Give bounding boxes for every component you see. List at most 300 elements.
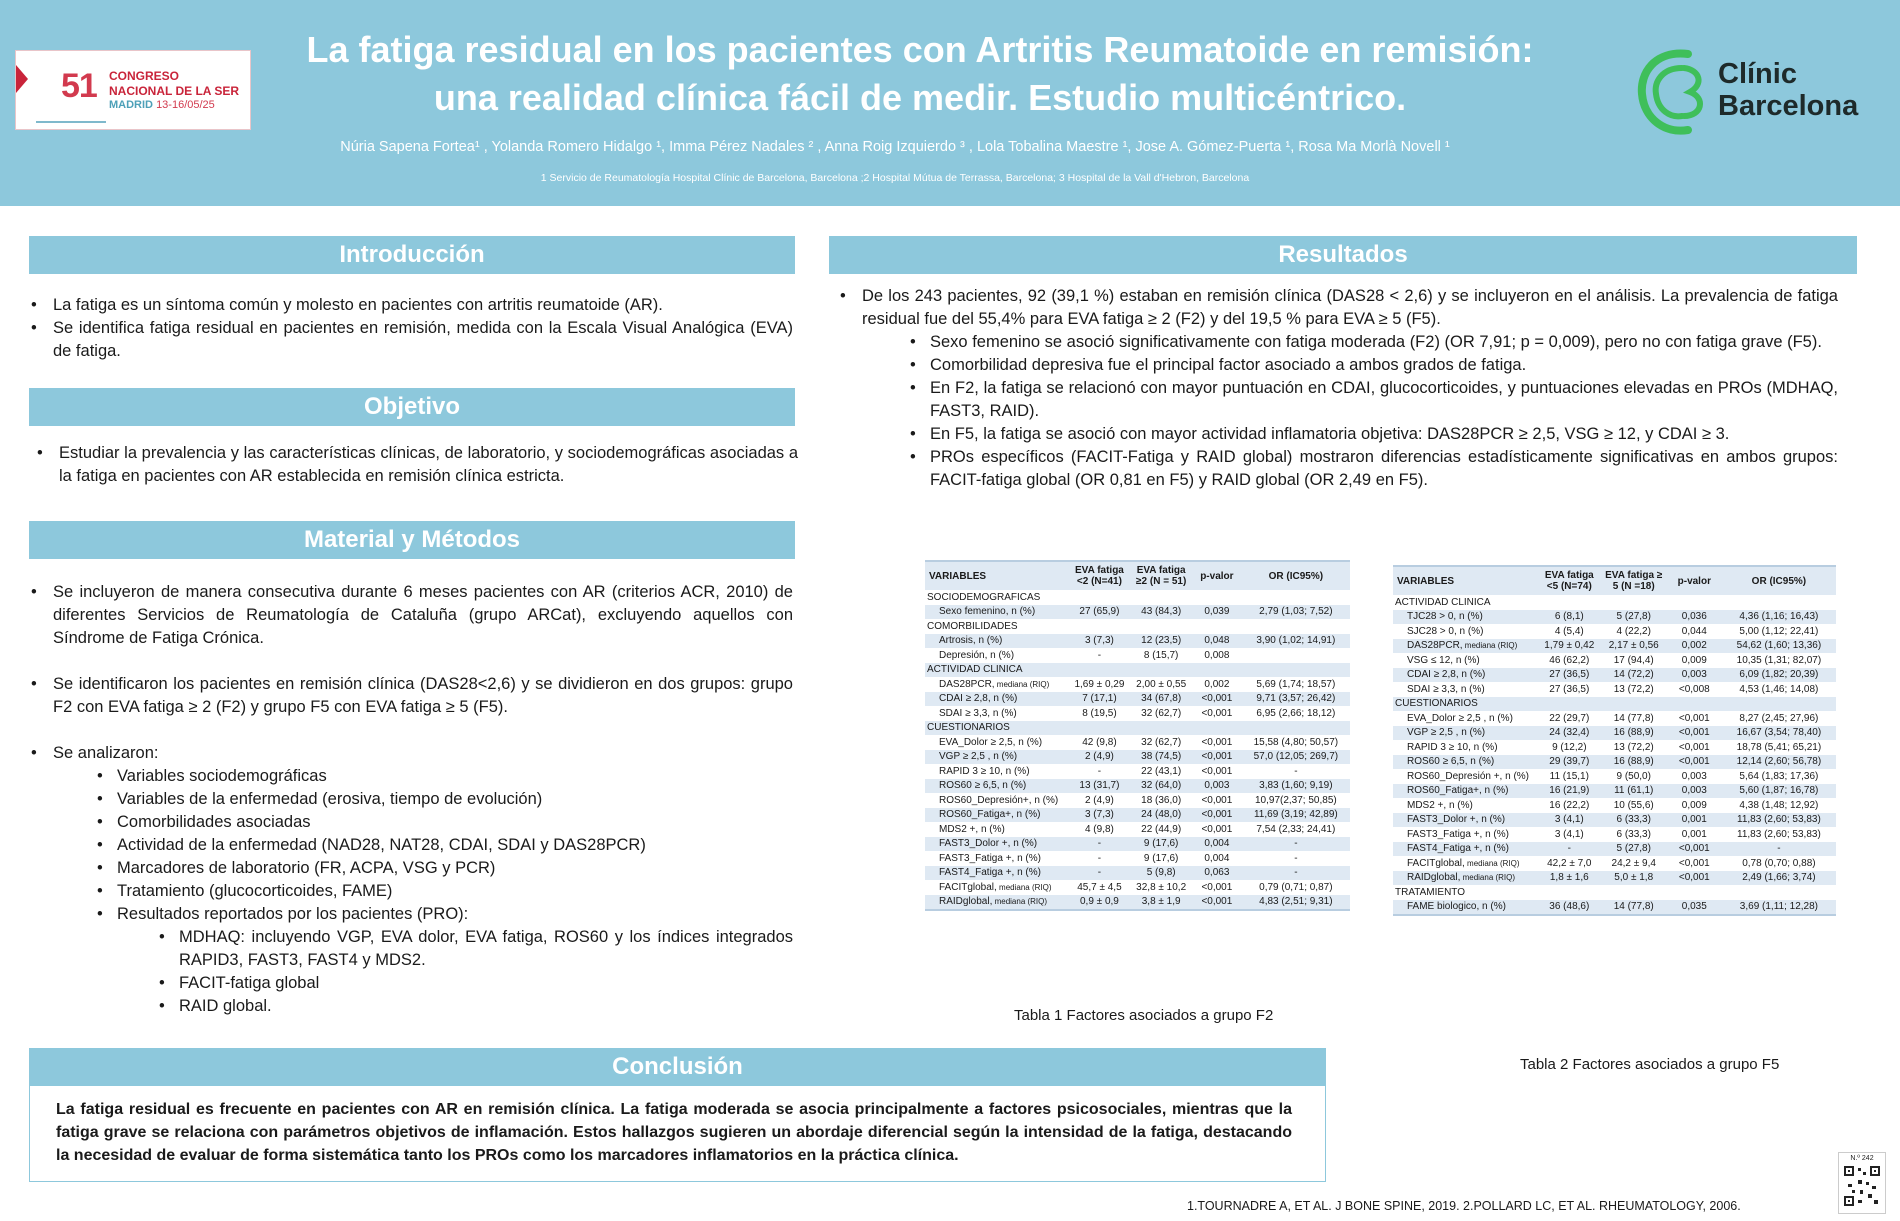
congress-line2: NACIONAL DE LA SER (109, 84, 240, 98)
t1-cell-a: - (1097, 852, 1102, 864)
t2-cell-b: 4 (22,2) (1616, 625, 1651, 637)
t1-cell-p: <0,001 (1192, 692, 1242, 707)
t1-cell-b: 12 (23,5) (1130, 634, 1192, 649)
t2-cell-b: 16 (88,9) (1601, 755, 1667, 770)
t1-cell-or: 2,79 (1,03; 7,52) (1242, 605, 1350, 620)
t2-cell-or: 5,00 (1,12; 22,41) (1739, 625, 1819, 637)
t1-col-b: EVA fatiga ≥2 (N = 51) (1130, 561, 1192, 590)
t1-row (925, 808, 1350, 823)
t2-cell-a: 36 (48,6) (1538, 900, 1601, 916)
t2-cell-p: 0,044 (1681, 625, 1707, 637)
clinic-logo-mark-icon (1636, 44, 1714, 140)
t1-cell-or: 5,69 (1,74; 18,57) (1256, 678, 1336, 690)
t2-cell-label: FACITglobal, mediana (RIQ) (1407, 857, 1520, 869)
t2-row (1393, 740, 1836, 755)
t2-cell-b: 5 (27,8) (1601, 842, 1667, 857)
t1-cell-p: 0,039 (1192, 605, 1242, 620)
t1-cell-p: 0,048 (1192, 634, 1242, 649)
t1-cell-a: - (1069, 866, 1131, 881)
t1-row (925, 721, 1350, 736)
t2-cell-a: 16 (22,2) (1549, 799, 1590, 811)
t2-category: CUESTIONARIOS (1393, 697, 1836, 712)
t1-cell-b: 22 (44,9) (1141, 823, 1182, 835)
t2-cell-label: FAST4_Fatiga +, n (%) (1393, 842, 1538, 857)
t1-row (925, 648, 1350, 663)
t2-cell-p: <0,001 (1678, 741, 1710, 753)
t1-cell-a: 8 (19,5) (1082, 707, 1117, 719)
t2-cell-label: FAST3_Dolor +, n (%) (1393, 813, 1538, 828)
t1-cell-a: 42 (9,8) (1082, 736, 1117, 748)
t1-cell-a: - (1097, 765, 1102, 777)
t1-cell-or: 57,0 (12,05; 269,7) (1242, 750, 1350, 765)
t2-cell-or: 2,49 (1,66; 3,74) (1722, 871, 1836, 886)
t2-cell-p: 0,002 (1667, 639, 1722, 654)
t1-cell-a: 4 (9,8) (1084, 823, 1114, 835)
t2-cell-or: 4,36 (1,16; 16,43) (1722, 610, 1836, 625)
results-sub-5: • PROs específicos (FACIT-Fatiga y RAID global) mostraron diferencias estadísticamente significativas en ambos grupos: FACIT-fatiga global (OR 0,81 en F5) y RAID global (OR 2,49 en F5). (906, 446, 1838, 492)
t1-col-p: p-valor (1192, 561, 1242, 590)
t2-cell-p: 0,009 (1681, 654, 1707, 666)
t2-cell-a: 16 (21,9) (1538, 784, 1601, 799)
t1-cell-a: 1,69 ± 0,29 (1074, 678, 1125, 690)
t2-cell-or: 12,14 (2,60; 56,78) (1722, 755, 1836, 770)
congress-logo-triangle (16, 65, 28, 93)
t1-cell-or: 6,95 (2,66; 18,12) (1256, 707, 1336, 719)
t2-cell-or: 54,62 (1,60; 13,36) (1722, 639, 1836, 654)
t2-cell-or: 8,27 (2,45; 27,96) (1739, 712, 1819, 724)
t1-cell-p: <0,001 (1201, 881, 1233, 893)
t2-cell-b: 13 (72,2) (1613, 683, 1654, 695)
t1-row (925, 750, 1350, 765)
t1-cell-b: 43 (84,3) (1130, 605, 1192, 620)
t1-cell-b: 32 (62,7) (1141, 707, 1182, 719)
title-line-2: una realidad clínica fácil de medir. Estudio multicéntrico. (433, 77, 1407, 118)
methods-sub-7: • Resultados reportados por los pacientes (PRO): • MDHAQ: incluyendo VGP, EVA dolor, EVA fatiga, ROS60 y los índices integrados RAPID3, FAST3, FAST4 y MDS2. • FACIT-fatiga global • RAID global. (93, 903, 793, 1018)
t2-cell-a: 1,79 ± 0,42 (1538, 639, 1601, 654)
t1-row (925, 880, 1350, 895)
t1-cell-or: 11,69 (3,19; 42,89) (1242, 808, 1350, 823)
t2-row (1393, 755, 1836, 770)
t1-cell-a: - (1069, 837, 1131, 852)
t1-cell-or: 0,79 (0,71; 0,87) (1259, 881, 1333, 893)
t2-row (1393, 653, 1836, 668)
t1-category: CUESTIONARIOS (925, 721, 1350, 736)
table-f5 (1393, 565, 1836, 916)
t1-cell-p: <0,001 (1201, 794, 1233, 806)
methods-sub-1: • Variables sociodemográficas (93, 765, 793, 788)
intro-body (29, 294, 793, 363)
t1-cell-a: 3 (7,3) (1069, 808, 1131, 823)
clinic-barcelona-logo (1636, 40, 1876, 140)
t2-col-p: p-valor (1667, 566, 1722, 595)
t1-row (925, 851, 1350, 866)
t1-cell-p: <0,001 (1192, 808, 1242, 823)
t2-cell-p: <0,001 (1667, 726, 1722, 741)
t1-row (925, 793, 1350, 808)
t2-cell-a: 1,8 ± 1,6 (1538, 871, 1601, 886)
results-sub-3: • En F2, la fatiga se relacionó con mayor puntuación en CDAI, glucocorticoides, y puntuaciones elevadas en PROs (MDHAQ, FAST3, RAID). (906, 377, 1838, 423)
t2-cell-label: FAME biologico, n (%) (1393, 900, 1538, 916)
t2-row (1393, 798, 1836, 813)
t2-cell-label: ROS60 ≥ 6,5, n (%) (1393, 755, 1538, 770)
t2-cell-p: 0,036 (1667, 610, 1722, 625)
t1-row (925, 590, 1350, 605)
congress-line1: CONGRESO (109, 69, 180, 83)
t1-cell-or: - (1294, 852, 1298, 864)
t1-cell-label: DAS28PCR, mediana (RIQ) (939, 678, 1050, 690)
t1-cell-p: 0,008 (1204, 649, 1230, 661)
t2-col-or: OR (IC95%) (1722, 566, 1836, 595)
methods-sub-3: • Comorbilidades asociadas (93, 811, 793, 834)
t1-cell-a: - (1097, 649, 1102, 661)
t2-cell-b: 10 (55,6) (1613, 799, 1654, 811)
t1-cell-label: ROS60_Fatiga+, n (%) (925, 808, 1069, 823)
t2-cell-b: 11 (61,1) (1601, 784, 1667, 799)
t1-cell-b: 2,00 ± 0,55 (1136, 678, 1187, 690)
skyline-graphic (36, 113, 106, 123)
t2-cell-a: 9 (12,2) (1552, 741, 1587, 753)
t1-cell-p: <0,001 (1192, 750, 1242, 765)
intro-bullet-2: • Se identifica fatiga residual en pacientes en remisión, medida con la Escala Visual Analógica (EVA) de fatiga. (29, 317, 793, 363)
t2-row (1393, 813, 1836, 828)
t1-cell-b: 22 (43,1) (1141, 765, 1182, 777)
conclusion-heading: Conclusión (29, 1048, 1326, 1086)
t1-cell-b: 38 (74,5) (1130, 750, 1192, 765)
t1-cell-a: 0,9 ± 0,9 (1069, 895, 1131, 911)
references: 1.TOURNADRE A, ET AL. J BONE SPINE, 2019. 2.POLLARD LC, ET AL. RHEUMATOLOGY, 2006. (1187, 1199, 1741, 1213)
t2-row (1393, 711, 1836, 726)
t1-cell-p: <0,001 (1201, 736, 1233, 748)
t1-cell-or (1242, 648, 1350, 663)
t1-cell-b: 32 (62,7) (1141, 736, 1182, 748)
methods-body (29, 581, 793, 1018)
t2-cell-or: 4,53 (1,46; 14,08) (1739, 683, 1819, 695)
t1-cell-label: ROS60_Depresión+, n (%) (939, 794, 1059, 806)
t2-row (1393, 900, 1836, 916)
t2-cell-or: 11,83 (2,60; 53,83) (1737, 828, 1821, 840)
intro-bullet-1: • La fatiga es un síntoma común y molesto en pacientes con artritis reumatoide (AR). (29, 294, 793, 317)
t2-cell-or: 0,78 (0,70; 0,88) (1742, 857, 1816, 869)
t1-cell-a: 45,7 ± 4,5 (1077, 881, 1122, 893)
t2-cell-a: 29 (39,7) (1538, 755, 1601, 770)
t1-cell-label: Artrosis, n (%) (925, 634, 1069, 649)
t1-row (925, 619, 1350, 634)
t1-cell-p: 0,003 (1192, 779, 1242, 794)
t1-cell-b: 32 (64,0) (1130, 779, 1192, 794)
t1-cell-or: 3,83 (1,60; 9,19) (1242, 779, 1350, 794)
methods-sub-6: • Tratamiento (glucocorticoides, FAME) (93, 880, 793, 903)
t1-cell-p: 0,004 (1192, 837, 1242, 852)
t1-cell-p: 0,002 (1204, 678, 1230, 690)
t2-cell-p: <0,001 (1667, 842, 1722, 857)
objective-bullet-1: • Estudiar la prevalencia y las características clínicas, de laboratorio, y sociodemográficas asociadas a la fatiga en pacientes con AR establecida en remisión clínica estricta. (35, 442, 798, 488)
t1-category: COMORBILIDADES (927, 620, 1018, 632)
objective-body (35, 442, 798, 488)
t2-cell-p: 0,001 (1667, 813, 1722, 828)
t1-cell-or: 15,58 (4,80; 50,57) (1253, 736, 1339, 748)
t1-row (925, 837, 1350, 852)
methods-sub-2: • Variables de la enfermedad (erosiva, tiempo de evolución) (93, 788, 793, 811)
t2-row (1393, 885, 1836, 900)
t1-cell-a: 13 (31,7) (1069, 779, 1131, 794)
t1-cell-or: 7,54 (2,33; 24,41) (1256, 823, 1336, 835)
title-line-1: La fatiga residual en los pacientes con Artritis Reumatoide en remisión: (306, 29, 1534, 70)
t2-cell-b: 2,17 ± 0,56 (1601, 639, 1667, 654)
t1-cell-or: - (1294, 765, 1298, 777)
t1-cell-a: 2 (4,9) (1069, 750, 1131, 765)
t2-cell-b: 9 (50,0) (1616, 770, 1651, 782)
t2-cell-b: 24,2 ± 9,4 (1611, 857, 1656, 869)
t1-cell-b: 5 (9,8) (1130, 866, 1192, 881)
t2-col-variables: VARIABLES (1393, 566, 1538, 595)
results-body (838, 285, 1838, 492)
intro-heading: Introducción (29, 236, 795, 274)
t2-cell-label: RAPID 3 ≥ 10, n (%) (1407, 741, 1498, 753)
t1-cell-or: 9,71 (3,57; 26,42) (1242, 692, 1350, 707)
methods-sub-5: • Marcadores de laboratorio (FR, ACPA, VSG y PCR) (93, 857, 793, 880)
t1-cell-b: 3,8 ± 1,9 (1130, 895, 1192, 911)
t2-cell-p: 0,035 (1667, 900, 1722, 916)
t2-row (1393, 595, 1836, 610)
t2-cell-label: VGP ≥ 2,5 , n (%) (1393, 726, 1538, 741)
t2-cell-or: 6,09 (1,82; 20,39) (1722, 668, 1836, 683)
t2-cell-b: 14 (77,8) (1601, 900, 1667, 916)
t2-cell-or: 16,67 (3,54; 78,40) (1722, 726, 1836, 741)
t2-cell-a: 4 (5,4) (1554, 625, 1584, 637)
t2-cell-b: 14 (72,2) (1601, 668, 1667, 683)
t2-cell-label: FAST3_Fatiga +, n (%) (1407, 828, 1509, 840)
t2-row (1393, 639, 1836, 654)
t1-row (925, 895, 1350, 911)
t1-cell-label: CDAI ≥ 2,8, n (%) (925, 692, 1069, 707)
t1-cell-label: VGP ≥ 2,5 , n (%) (925, 750, 1069, 765)
t1-cell-label: ROS60 ≥ 6,5, n (%) (925, 779, 1069, 794)
t2-row (1393, 624, 1836, 639)
t2-cell-a: 46 (62,2) (1549, 654, 1590, 666)
t1-cell-b: 9 (17,6) (1130, 837, 1192, 852)
results-sub-1: • Sexo femenino se asoció significativamente con fatiga moderada (F2) (OR 7,91; p = 0,009), pero no con fatiga grave (F5). (906, 331, 1838, 354)
t1-row (925, 779, 1350, 794)
t1-cell-or: 10,97(2,37; 50,85) (1254, 794, 1337, 806)
t2-cell-b: 14 (77,8) (1613, 712, 1654, 724)
congress-city-dates: MADRID 13-16/05/25 (109, 99, 215, 111)
t1-cell-b: 18 (36,0) (1141, 794, 1182, 806)
poster-title (270, 26, 1570, 122)
t1-cell-b: 9 (17,6) (1143, 852, 1179, 864)
poster-header (0, 0, 1900, 206)
t2-cell-label: SJC28 > 0, n (%) (1407, 625, 1484, 637)
t2-cell-b: 17 (94,4) (1613, 654, 1654, 666)
methods-bullet-1: • Se incluyeron de manera consecutiva durante 6 meses pacientes con AR (criterios ACR, 2010) de diferentes Servicios de Reumatología de Cataluña (grupo ARCat), excluyendo aquellos con Síndrome de Fatiga Crónica. (29, 581, 793, 650)
t1-cell-label: RAPID 3 ≥ 10, n (%) (939, 765, 1030, 777)
t2-cell-b: 5 (27,8) (1601, 610, 1667, 625)
t1-cell-a: 27 (65,9) (1069, 605, 1131, 620)
affiliations: 1 Servicio de Reumatología Hospital Clínic de Barcelona, Barcelona ;2 Hospital Mútua de Terrassa, Barcelona; 3 Hospital de la Vall d'Hebron, Barcelona (540, 172, 1250, 184)
t2-cell-p: 0,003 (1667, 784, 1722, 799)
methods-bullet-3: • Se analizaron: • Variables sociodemográficas • Variables de la enfermedad (erosiva, tiempo de evolución) • Comorbilidades asociadas • Actividad de la enfermedad (NAD28, NAT28, CDAI, SDAI y DAS28PCR) • Marcadores de laboratorio (FR, ACPA, VSG y PCR) • Tratamiento (glucocorticoides, FAME) • Resultados reportados por los pacientes (PRO): • MDHAQ: incluyendo VGP, EVA dolor, EVA fatiga, ROS60 y los índices integrados RAPID3, FAST3, FAST4 y MDS2. • FACIT-fatiga global • RAID global. (29, 742, 793, 1018)
t2-cell-b: 5,0 ± 1,8 (1601, 871, 1667, 886)
t2-cell-label: TJC28 > 0, n (%) (1393, 610, 1538, 625)
t1-cell-label: FACITglobal, mediana (RIQ) (939, 881, 1052, 893)
clinic-logo-text: Clínic Barcelona (1718, 58, 1859, 122)
t1-col-variables: VARIABLES (925, 561, 1069, 590)
t1-cell-p: 0,004 (1204, 852, 1230, 864)
qr-code-icon (1844, 1166, 1880, 1206)
methods-subsub-3: • RAID global. (155, 995, 793, 1018)
t2-cell-or: 10,35 (1,31; 82,07) (1736, 654, 1822, 666)
t2-cell-a: 22 (29,7) (1549, 712, 1590, 724)
t1-cell-p: <0,001 (1201, 765, 1233, 777)
t2-row (1393, 610, 1836, 625)
t1-cell-p: <0,001 (1201, 707, 1233, 719)
t2-cell-label: SDAI ≥ 3,3, n (%) (1407, 683, 1485, 695)
t1-cell-label: SDAI ≥ 3,3, n (%) (939, 707, 1017, 719)
t1-cell-label: Depresión, n (%) (939, 649, 1015, 661)
t2-col-b: EVA fatiga ≥ 5 (N =18) (1601, 566, 1667, 595)
t2-cell-a: 3 (4,1) (1554, 828, 1584, 840)
t2-col-a: EVA fatiga <5 (N=74) (1538, 566, 1601, 595)
t2-cell-or: - (1722, 842, 1836, 857)
table-f2-header (925, 561, 1350, 590)
methods-subsub-2: • FACIT-fatiga global (155, 972, 793, 995)
t1-cell-or: 4,83 (2,51; 9,31) (1242, 895, 1350, 911)
t1-category: ACTIVIDAD CLINICA (925, 663, 1350, 678)
t2-cell-a: 24 (32,4) (1538, 726, 1601, 741)
t2-cell-p: <0,001 (1678, 857, 1710, 869)
t1-row (925, 692, 1350, 707)
t1-cell-b: 34 (67,8) (1130, 692, 1192, 707)
methods-sub-4: • Actividad de la enfermedad (NAD28, NAT28, CDAI, SDAI y DAS28PCR) (93, 834, 793, 857)
t2-cell-b: 16 (88,9) (1601, 726, 1667, 741)
t2-category: TRATAMIENTO (1395, 886, 1465, 898)
t2-row (1393, 668, 1836, 683)
t2-row (1393, 769, 1836, 784)
t2-cell-label: DAS28PCR, mediana (RIQ) (1393, 639, 1538, 654)
t1-row (925, 605, 1350, 620)
t2-cell-a: 42,2 ± 7,0 (1547, 857, 1592, 869)
t2-cell-p: <0,001 (1678, 712, 1710, 724)
t1-cell-label: Sexo femenino, n (%) (925, 605, 1069, 620)
t2-row (1393, 784, 1836, 799)
qr-label: N.º 242 (1850, 1155, 1874, 1162)
t1-cell-label: FAST4_Fatiga +, n (%) (925, 866, 1069, 881)
congress-logo (15, 50, 251, 130)
t2-cell-p: 0,003 (1667, 668, 1722, 683)
t1-category: SOCIODEMOGRAFICAS (927, 591, 1041, 603)
t2-cell-label: RAIDglobal, mediana (RIQ) (1393, 871, 1538, 886)
t1-row (925, 634, 1350, 649)
t2-cell-or: 5,64 (1,83; 17,36) (1739, 770, 1819, 782)
t1-cell-a: 2 (4,9) (1084, 794, 1114, 806)
t1-row (925, 822, 1350, 837)
t2-cell-a: 27 (36,5) (1549, 683, 1590, 695)
t2-cell-or: 5,60 (1,87; 16,78) (1722, 784, 1836, 799)
qr-code (1838, 1152, 1886, 1214)
t1-cell-p: 0,063 (1192, 866, 1242, 881)
t1-cell-label: EVA_Dolor ≥ 2,5, n (%) (939, 736, 1043, 748)
t2-cell-or: 18,78 (5,41; 65,21) (1736, 741, 1822, 753)
t2-cell-label: VSG ≤ 12, n (%) (1407, 654, 1480, 666)
t1-row (925, 706, 1350, 721)
t1-cell-or: - (1242, 866, 1350, 881)
t2-cell-or: 4,38 (1,48; 12,92) (1739, 799, 1819, 811)
t1-row (925, 663, 1350, 678)
t1-cell-or: - (1242, 837, 1350, 852)
t1-row (925, 735, 1350, 750)
t1-cell-label: FAST3_Dolor +, n (%) (925, 837, 1069, 852)
results-main-bullet: • De los 243 pacientes, 92 (39,1 %) estaban en remisión clínica (DAS28 < 2,6) y se incluyeron en el análisis. La prevalencia de fatiga residual fue del 55,4% para EVA fatiga ≥ 2 (F2) y del 19,5 % para EVA ≥ 5 (F5). • Sexo femenino se asoció significativamente con fatiga moderada (F2) (OR 7,91; p = 0,009), pero no con fatiga grave (F5). • Comorbilidad depresiva fue el principal factor asociado a ambos grados de fatiga. • En F2, la fatiga se relacionó con mayor puntuación en CDAI, glucocorticoides, y puntuaciones elevadas en PROs (MDHAQ, FAST3, RAID). • En F5, la fatiga se asoció con mayor actividad inflamatoria objetiva: DAS28PCR ≥ 2,5, VSG ≥ 12, y CDAI ≥ 3. • PROs específicos (FACIT-Fatiga y RAID global) mostraron diferencias estadísticamente significativas en ambos grupos: FACIT-fatiga global (OR 0,81 en F5) y RAID global (OR 2,49 en F5). (838, 285, 1838, 492)
t1-cell-or: 3,90 (1,02; 14,91) (1242, 634, 1350, 649)
t2-category: ACTIVIDAD CLINICA (1395, 596, 1491, 608)
t1-cell-p: <0,001 (1201, 823, 1233, 835)
t1-cell-a: 7 (17,1) (1069, 692, 1131, 707)
t2-cell-label: EVA_Dolor ≥ 2,5 , n (%) (1407, 712, 1513, 724)
author-list: Núria Sapena Fortea¹ , Yolanda Romero Hidalgo ¹, Imma Pérez Nadales ² , Anna Roig Izquierdo ³ , Lola Tobalina Maestre ¹, Jose A. Gómez-Puerta ¹, Rosa Ma Morlà Novell ¹ (340, 139, 1450, 155)
methods-subsub-1: • MDHAQ: incluyendo VGP, EVA dolor, EVA fatiga, ROS60 y los índices integrados RAPID3, FAST3, FAST4 y MDS2. (155, 926, 793, 972)
table-f5-header (1393, 566, 1836, 595)
t1-cell-b: 8 (15,7) (1143, 649, 1179, 661)
objective-heading: Objetivo (29, 388, 795, 426)
t1-row (925, 866, 1350, 881)
t2-cell-a: 27 (36,5) (1538, 668, 1601, 683)
t2-cell-label: CDAI ≥ 2,8, n (%) (1393, 668, 1538, 683)
t2-cell-a: 11 (15,1) (1549, 770, 1589, 782)
t1-row (925, 677, 1350, 692)
t2-cell-label: ROS60_Fatiga+, n (%) (1393, 784, 1538, 799)
methods-heading: Material y Métodos (29, 521, 795, 559)
congress-number: 51 (61, 67, 97, 105)
t2-row (1393, 856, 1836, 871)
results-heading: Resultados (829, 236, 1857, 274)
t2-cell-p: <0,001 (1667, 755, 1722, 770)
t2-cell-b: 13 (72,2) (1613, 741, 1654, 753)
t2-cell-p: <0,001 (1667, 871, 1722, 886)
t2-row (1393, 726, 1836, 741)
results-sub-4: • En F5, la fatiga se asoció con mayor actividad inflamatoria objetiva: DAS28PCR ≥ 2,5, VSG ≥ 12, y CDAI ≥ 3. (906, 423, 1838, 446)
t1-cell-b: 32,8 ± 10,2 (1136, 881, 1187, 893)
table-f5-caption: Tabla 2 Factores asociados a grupo F5 (1520, 1056, 1780, 1073)
conclusion-text: La fatiga residual es frecuente en pacientes con AR en remisión clínica. La fatiga moderada se asocia principalmente a factores psicosociales, mientras que la fatiga grave se relaciona con parámetros objetivos de inflamación. Estos hallazgos sugieren un abordaje diferencial según la intensidad de la fatiga, destacando la necesidad de evaluar de forma sistemática tanto los PROs como los marcadores inflamatorios en la práctica clínica. (56, 1101, 1292, 1164)
t2-cell-label: MDS2 +, n (%) (1407, 799, 1473, 811)
t2-cell-a: 6 (8,1) (1538, 610, 1601, 625)
t1-cell-b: 24 (48,0) (1130, 808, 1192, 823)
t2-cell-a: - (1538, 842, 1601, 857)
t2-cell-p: <0,008 (1678, 683, 1710, 695)
t2-cell-or: 11,83 (2,60; 53,83) (1722, 813, 1836, 828)
t2-cell-p: 0,003 (1681, 770, 1707, 782)
t1-cell-label: FAST3_Fatiga +, n (%) (939, 852, 1041, 864)
t1-row (925, 764, 1350, 779)
t2-cell-p: 0,009 (1681, 799, 1707, 811)
t1-col-or: OR (IC95%) (1242, 561, 1350, 590)
t2-cell-label: ROS60_Depresión +, n (%) (1407, 770, 1530, 782)
table-f2 (925, 560, 1350, 911)
table-f2-caption: Tabla 1 Factores asociados a grupo F2 (1014, 1007, 1274, 1024)
t2-row (1393, 842, 1836, 857)
t1-cell-p: <0,001 (1192, 895, 1242, 911)
t2-row (1393, 682, 1836, 697)
t1-cell-label: MDS2 +, n (%) (939, 823, 1005, 835)
t2-row (1393, 871, 1836, 886)
t1-cell-label: RAIDglobal, mediana (RIQ) (925, 895, 1069, 911)
t2-row (1393, 697, 1836, 712)
t2-cell-b: 6 (33,3) (1601, 813, 1667, 828)
t1-col-a: EVA fatiga <2 (N=41) (1069, 561, 1131, 590)
t2-cell-a: 3 (4,1) (1538, 813, 1601, 828)
t2-cell-p: 0,001 (1681, 828, 1707, 840)
results-sub-2: • Comorbilidad depresiva fue el principal factor asociado a ambos grados de fatiga. (906, 354, 1838, 377)
t2-cell-or: 3,69 (1,11; 12,28) (1722, 900, 1836, 916)
